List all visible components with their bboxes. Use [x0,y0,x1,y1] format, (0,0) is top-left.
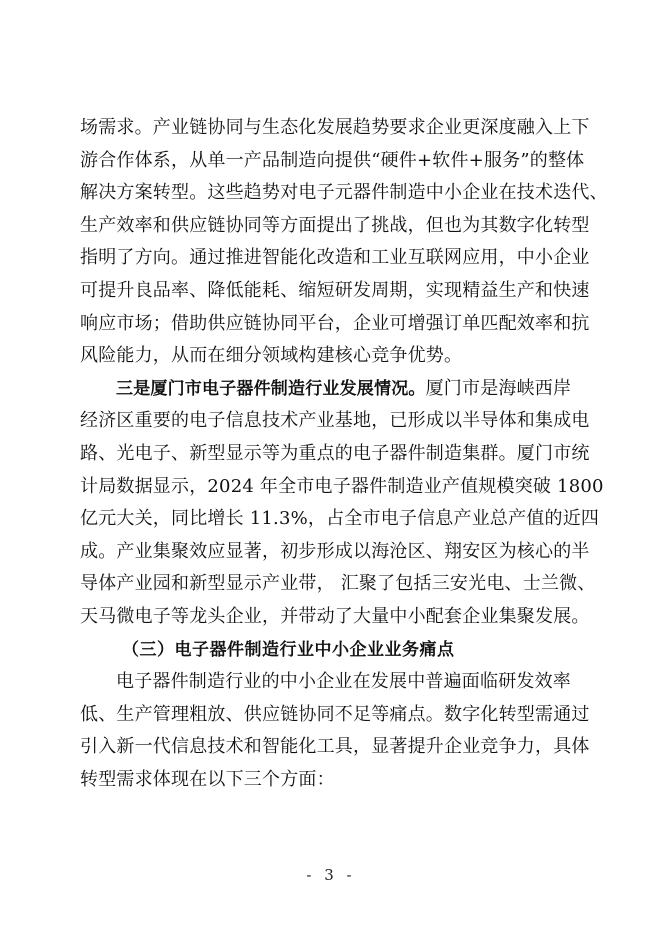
paragraph-line: 路、光电子、新型显示等为重点的电子器件制造集群。厦门市统 [80,442,590,464]
paragraph-line: 生产效率和供应链协同等方面提出了挑战，但也为其数字化转型 [80,214,590,236]
section-heading: （三）电子器件制造行业中小企业业务痛点 [122,639,455,660]
paragraph-line: 天马微电子等龙头企业，并带动了大量中小配套企业集聚发展。 [80,605,590,627]
paragraph-line: 转型需求体现在以下三个方面： [80,768,335,790]
paragraph-line: 计局数据显示，2024 年全市电子器件制造业产值规模突破 1800 [80,475,604,497]
bold-lead-text: 三是厦门市电子器件制造行业发展情况。 [116,378,426,399]
page-number: - 3 - [306,866,356,884]
paragraph-line: 游合作体系，从单一产品制造向提供“硬件+软件+服务”的整体 [80,149,585,171]
paragraph-line: 指明了方向。通过推进智能化改造和工业互联网应用，中小企业 [80,247,590,269]
paragraph-line: 经济区重要的电子信息技术产业基地，已形成以半导体和集成电 [80,410,590,432]
paragraph-line: 解决方案转型。这些趋势对电子元器件制造中小企业在技术迭代、 [80,182,608,204]
paragraph-line: 响应市场；借助供应链协同平台，企业可增强订单匹配效率和抗 [80,312,590,334]
paragraph-line: 场需求。产业链协同与生态化发展趋势要求企业更深度融入上下 [80,117,590,138]
paragraph-line: 可提升良品率、降低能耗、缩短研发周期，实现精益生产和快速 [80,279,590,301]
paragraph-line: 风险能力，从而在细分领域构建核心竞争优势。 [80,345,463,367]
paragraph-first-line: 电子器件制造行业的中小企业在发展中普遍面临研发效率 [116,671,571,693]
paragraph-line: 引入新一代信息技术和智能化工具，显著提升企业竞争力，具体 [80,736,590,758]
paragraph-line: 导体产业园和新型显示产业带， 汇聚了包括三安光电、士兰微、 [80,573,596,595]
body-text [80,112,606,796]
paragraph-line: 亿元大关，同比增长 11.3%，占全市电子信息产业总产值的近四 [80,508,600,530]
paragraph-line: 低、生产管理粗放、供应链协同不足等痛点。数字化转型需通过 [80,703,590,725]
paragraph-text: 厦门市是海峡西岸 [425,377,572,399]
paragraph-first-line [80,373,606,406]
paragraph-line: 成。产业集聚效应显著，初步形成以海沧区、翔安区为核心的半 [80,540,590,562]
